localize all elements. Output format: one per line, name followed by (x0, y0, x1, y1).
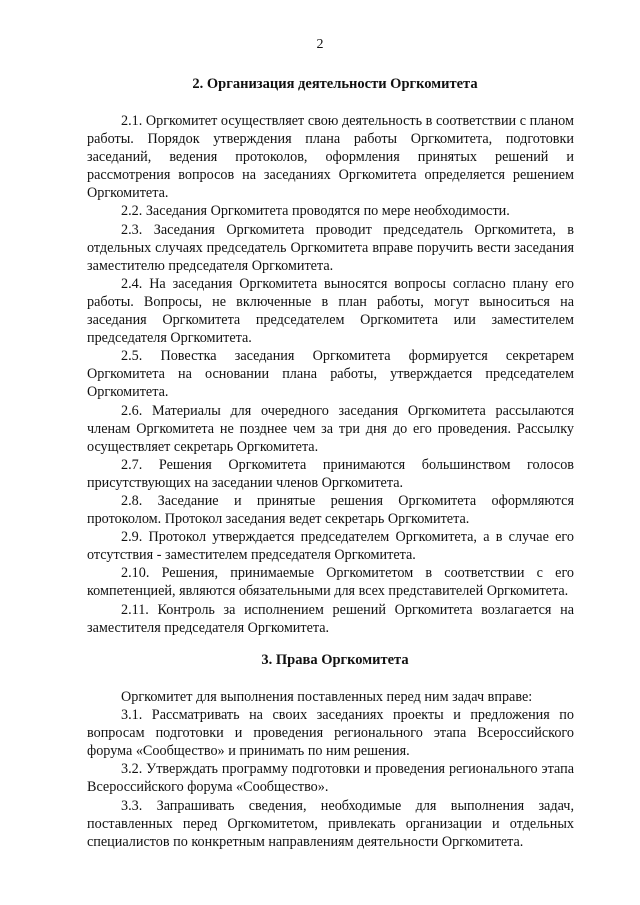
section-body (87, 112, 574, 637)
paragraph: 2.3. Заседания Оргкомитета проводит председатель Оргкомитета, в отдельных случаях председатель Оргкомитета вправе поручить вести заседания заместителю председателя Оргкомитета. (87, 221, 574, 274)
paragraph: 2.11. Контроль за исполнением решений Оргкомитета возлагается на заместителя председателя Оргкомитета. (87, 601, 574, 636)
paragraph: Оргкомитет для выполнения поставленных перед ним задач вправе: (121, 689, 533, 705)
paragraph: 3.1. Рассматривать на своих заседаниях проекты и предложения по вопросам подготовки и проведения регионального этапа Всероссийского форума «Сообщество» и принимать по ним решения. (87, 707, 574, 760)
paragraph: 2.6. Материалы для очередного заседания Оргкомитета рассылаются членам Оргкомитета не позднее чем за три дня до его проведения. Рассылку осуществляет секретарь Оргкомитета. (87, 402, 574, 455)
paragraph: 2.1. Оргкомитет осуществляет свою деятельность в соответствии с планом работы. Порядок утверждения плана работы Оргкомитета, подготовки заседаний, ведения протоколов, оформления принятых решений и рассмотрения вопросов на заседаниях Оргкомитета определяется решением Оргкомитета. (87, 113, 574, 202)
paragraph: 3.3. Запрашивать сведения, необходимые для выполнения задач, поставленных перед Оргкомитетом, привлекать организации и отдельных специалистов по конкретным направлениям деятельности Оргкомитета. (87, 797, 574, 850)
paragraph: 2.10. Решения, принимаемые Оргкомитетом в соответствии с его компетенцией, являются обязательными для всех представителей Оргкомитета. (87, 565, 574, 600)
paragraph: 2.4. На заседания Оргкомитета выносятся вопросы согласно плану его работы. Вопросы, не включенные в план работы, могут выноситься на заседания Оргкомитета председателем Оргкомитета или заместителем председателя Оргкомитета. (87, 275, 574, 347)
section-title: 2. Организация деятельности Оргкомитета (192, 76, 478, 92)
paragraph: 3.2. Утверждать программу подготовки и проведения регионального этапа Всероссийского форума «Сообщество». (87, 761, 574, 796)
paragraph: 2.9. Протокол утверждается председателем Оргкомитета, а в случае его отсутствия - заместителем председателя Оргкомитета. (87, 529, 574, 564)
paragraph: 2.7. Решения Оргкомитета принимаются большинством голосов присутствующих на заседании членов Оргкомитета. (87, 456, 574, 491)
page-number: 2 (316, 37, 324, 52)
paragraph: 2.8. Заседание и принятые решения Оргкомитета оформляются протоколом. Протокол заседания ведет секретарь Оргкомитета. (87, 492, 574, 528)
section-title: 3. Права Оргкомитета (261, 652, 409, 668)
paragraph: 2.5. Повестка заседания Оргкомитета формируется секретарем Оргкомитета на основании плана работы, утверждается председателем Оргкомитета. (87, 348, 574, 401)
paragraph: 2.2. Заседания Оргкомитета проводятся по мере необходимости. (121, 203, 510, 220)
section-body (87, 688, 574, 851)
